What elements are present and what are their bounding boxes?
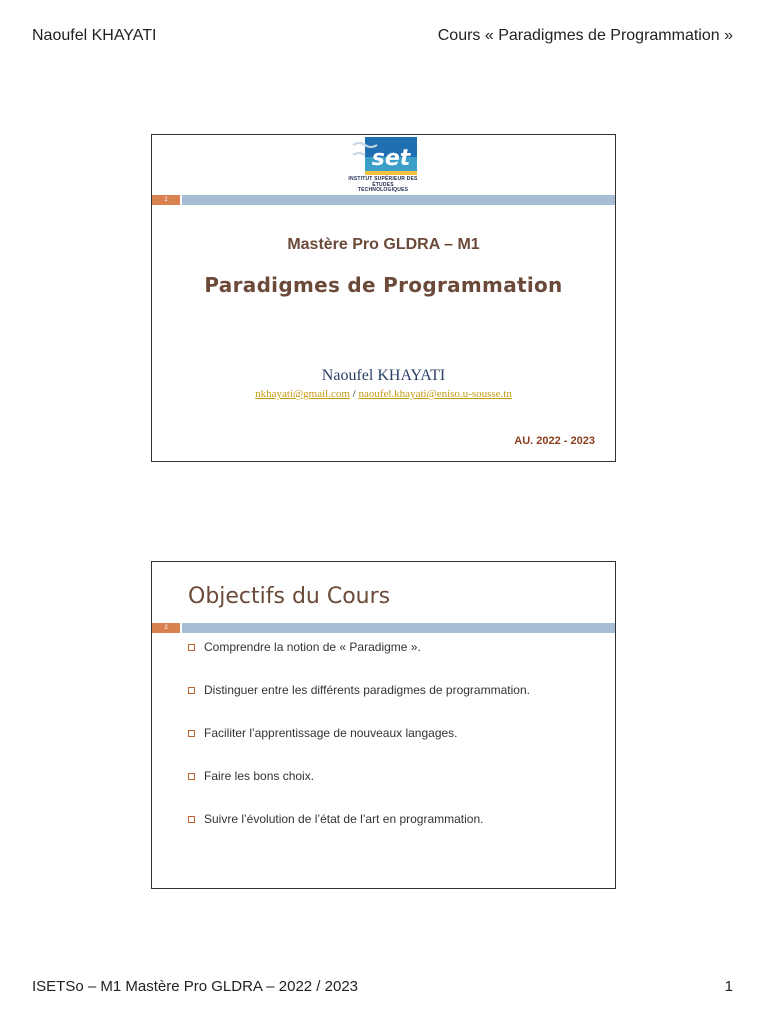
slide-1 (151, 134, 616, 462)
list-item-text: Suivre l’évolution de l’état de l’art en programmation. (204, 812, 484, 826)
email-link-eniso[interactable]: naoufel.khayati@eniso.u-sousse.tn (358, 388, 512, 400)
slide-number-bar (152, 195, 615, 205)
list-item-text: Faire les bons choix. (204, 769, 315, 783)
list-item-text: Faciliter l’apprentissage de nouveaux langages. (204, 726, 458, 740)
email-separator: / (349, 388, 359, 400)
page-header-course: Cours « Paradigmes de Programmation » (437, 27, 733, 44)
slide-2 (151, 561, 616, 889)
slide-number-bar (152, 623, 615, 633)
bullet-square-icon (188, 687, 195, 694)
slide-number: 2 (152, 623, 180, 633)
bullet-square-icon (188, 644, 195, 651)
iset-logo (345, 135, 421, 195)
list-item-text: Distinguer entre les différents paradigmes de programmation. (204, 683, 530, 697)
list-item (188, 769, 591, 784)
email-link-gmail[interactable]: nkhayati@gmail.com (255, 388, 350, 400)
slide-bar (182, 623, 615, 633)
slide-author: Naoufel KHAYATI (321, 367, 446, 384)
list-item (188, 683, 591, 698)
iset-logo-text: INSTITUT SUPÉRIEUR DES ÉTUDES TECHNOLOGIQUES (348, 176, 418, 193)
page-number: 1 (724, 978, 733, 995)
slide-title: Paradigmes de Programmation (204, 273, 563, 297)
objectives-list (188, 640, 591, 855)
page-footer-text: ISETSo – M1 Mastère Pro GLDRA – 2022 / 2023 (32, 978, 359, 995)
academic-year: AU. 2022 - 2023 (514, 435, 595, 447)
slide-number: 1 (152, 195, 180, 205)
slide-bar (182, 195, 615, 205)
list-item (188, 726, 591, 741)
email-links (152, 388, 615, 400)
list-item-text: Comprendre la notion de « Paradigme ». (204, 640, 421, 654)
svg-text:set: set (371, 146, 411, 171)
list-item (188, 812, 591, 827)
bullet-square-icon (188, 773, 195, 780)
bullet-square-icon (188, 730, 195, 737)
slide-title: Objectifs du Cours (188, 584, 391, 609)
slide-subtitle: Mastère Pro GLDRA – M1 (287, 236, 480, 253)
page-header-author: Naoufel KHAYATI (32, 27, 157, 44)
list-item (188, 640, 591, 655)
bullet-square-icon (188, 816, 195, 823)
